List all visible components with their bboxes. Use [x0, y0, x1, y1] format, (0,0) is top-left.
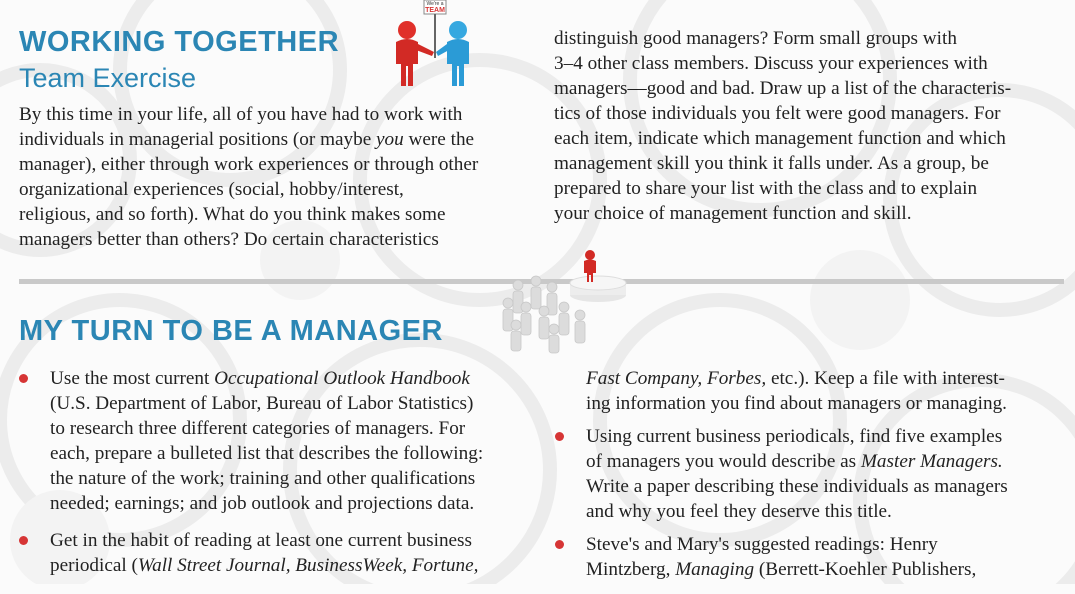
text-line: managers—good and bad. Draw up a list of the characteris-	[554, 78, 1012, 99]
text-line: management skill you think it falls under. As a group, be	[554, 153, 989, 174]
bullet-icon	[19, 374, 28, 383]
text-line: By this time in your life, all of you have had to work with	[19, 104, 463, 125]
text-line: religious, and so forth). What do you think makes some	[19, 204, 446, 225]
my-turn-heading: MY TURN TO BE A MANAGER	[19, 315, 443, 347]
my-turn-left-list	[19, 366, 539, 590]
team-exercise-subheading: Team Exercise	[19, 63, 197, 93]
text-line: tics of those individuals you felt were good managers. For	[554, 103, 1001, 124]
text-line: prepared to share your list with the class and to explain	[554, 178, 978, 199]
team-sign-line2: TEAM	[425, 7, 445, 14]
leader-crowd-illustration	[488, 245, 638, 355]
text-line: distinguish good managers? Form small groups with	[554, 28, 957, 49]
list-item: Using current business periodicals, find five examples of managers you would describe as Master Managers. Write a paper describing these individuals as managers and why you feel they deserve this title.	[555, 424, 1070, 524]
text-line: your choice of management function and skill.	[554, 203, 912, 224]
team-exercise-heading: WORKING TOGETHER	[19, 26, 340, 58]
my-turn-right-list	[555, 366, 1070, 594]
text-line: organizational experiences (social, hobby/interest,	[19, 179, 404, 200]
list-item: Use the most current Occupational Outlook Handbook (U.S. Department of Labor, Bureau of Labor Statistics) to research three different categories of managers. For each, prepare a bulleted list that describes the following: the nature of the work; training and other qualifications needed; earnings; and job outlook and projections data.	[19, 366, 539, 516]
text-line: managers better than others? Do certain characteristics	[19, 229, 439, 250]
text-line: each item, indicate which management function and which	[554, 128, 1006, 149]
team-exercise-left-paragraph	[19, 102, 539, 252]
team-figures-illustration	[382, 0, 478, 92]
team-sign-line1: We're a	[426, 1, 444, 7]
list-item-continued: Fast Company, Forbes, etc.). Keep a file with interest- ing information you find about managers or managing.	[586, 368, 1007, 414]
team-exercise-right-paragraph	[554, 26, 1069, 226]
bullet-icon	[555, 432, 564, 441]
text-line: individuals in managerial positions (or maybe you were the	[19, 129, 475, 150]
list-item: Get in the habit of reading at least one current business periodical (Wall Street Journal, BusinessWeek, Fortune,	[19, 528, 539, 578]
text-line: manager), either through work experiences or through other	[19, 154, 479, 175]
bullet-icon	[19, 536, 28, 545]
list-item: Steve's and Mary's suggested readings: Henry Mintzberg, Managing (Berrett-Koehler Publishers,	[555, 532, 1070, 582]
bullet-icon	[555, 540, 564, 549]
text-line: 3–4 other class members. Discuss your experiences with	[554, 53, 988, 74]
